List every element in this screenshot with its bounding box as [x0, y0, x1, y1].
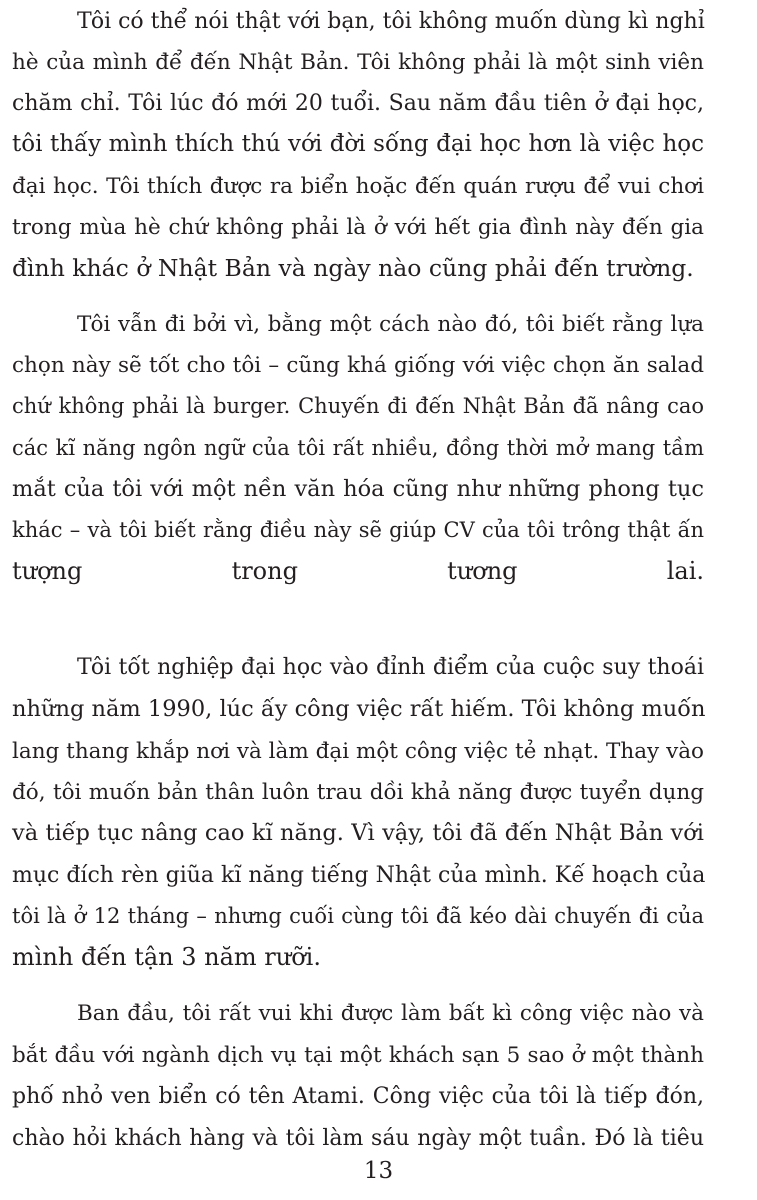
- text-line: những năm 1990, lúc ấy công việc rất hiếm. Tôi không muốn: [12, 696, 706, 722]
- text-line: chăm chỉ. Tôi lúc đó mới 20 tuổi. Sau năm đầu tiên ở đại học,: [12, 91, 704, 116]
- text-line: chào hỏi khách hàng và tôi làm sáu ngày một tuần. Đó là tiêu: [12, 1126, 704, 1151]
- text-line: lang thang khắp nơi và làm đại một công việc tẻ nhạt. Thay vào: [12, 739, 704, 764]
- page-number: 13: [363, 1158, 394, 1184]
- text-line: mắt của tôi với một nền văn hóa cũng như những phong tục: [12, 476, 704, 502]
- text-line: khác – và tôi biết rằng điều này sẽ giúp CV của tôi trông thật ấn: [12, 518, 704, 542]
- text-line: Ban đầu, tôi rất vui khi được làm bất kì công việc nào và: [77, 1001, 704, 1026]
- text-line: Tôi có thể nói thật với bạn, tôi không muốn dùng kì nghỉ: [77, 9, 705, 34]
- text-line: và tiếp tục nâng cao kĩ năng. Vì vậy, tôi đã đến Nhật Bản với: [12, 820, 704, 846]
- text-line: mục đích rèn giũa kĩ năng tiếng Nhật của mình. Kế hoạch của: [12, 863, 706, 888]
- text-line: tôi là ở 12 tháng – nhưng cuối cùng tôi đã kéo dài chuyến đi của: [12, 904, 704, 928]
- text-line: đó, tôi muốn bản thân luôn trau dồi khả năng được tuyển dụng: [12, 780, 704, 805]
- text-line: chứ không phải là burger. Chuyến đi đến Nhật Bản đã nâng cao: [12, 394, 704, 418]
- text-line: [12, 593, 704, 634]
- text-line: tượng trong tương lai.: [12, 557, 704, 585]
- text-line: phố nhỏ ven biển có tên Atami. Công việc của tôi là tiếp đón,: [12, 1084, 704, 1109]
- text-line: tôi thấy mình thích thú với đời sống đại học hơn là việc học: [12, 131, 704, 157]
- text-line: bắt đầu với ngành dịch vụ tại một khách sạn 5 sao ở một thành: [12, 1043, 704, 1068]
- text-line: đình khác ở Nhật Bản và ngày nào cũng phải đến trường.: [12, 254, 694, 282]
- text-line: các kĩ năng ngôn ngữ của tôi rất nhiều, đồng thời mở mang tầm: [12, 436, 704, 460]
- text-line: Tôi tốt nghiệp đại học vào đỉnh điểm của cuộc suy thoái: [77, 655, 704, 680]
- text-line: mình đến tận 3 năm rưỡi.: [12, 943, 321, 971]
- text-line: trong mùa hè chứ không phải là ở với hết gia đình này đến gia: [12, 215, 704, 240]
- text-line: chọn này sẽ tốt cho tôi – cũng khá giống với việc chọn ăn salad: [12, 353, 704, 378]
- text-line: Tôi vẫn đi bởi vì, bằng một cách nào đó, tôi biết rằng lựa: [77, 312, 704, 337]
- text-line: đại học. Tôi thích được ra biển hoặc đến quán rượu để vui chơi: [12, 174, 704, 199]
- text-line: hè của mình để đến Nhật Bản. Tôi không phải là một sinh viên: [12, 50, 704, 75]
